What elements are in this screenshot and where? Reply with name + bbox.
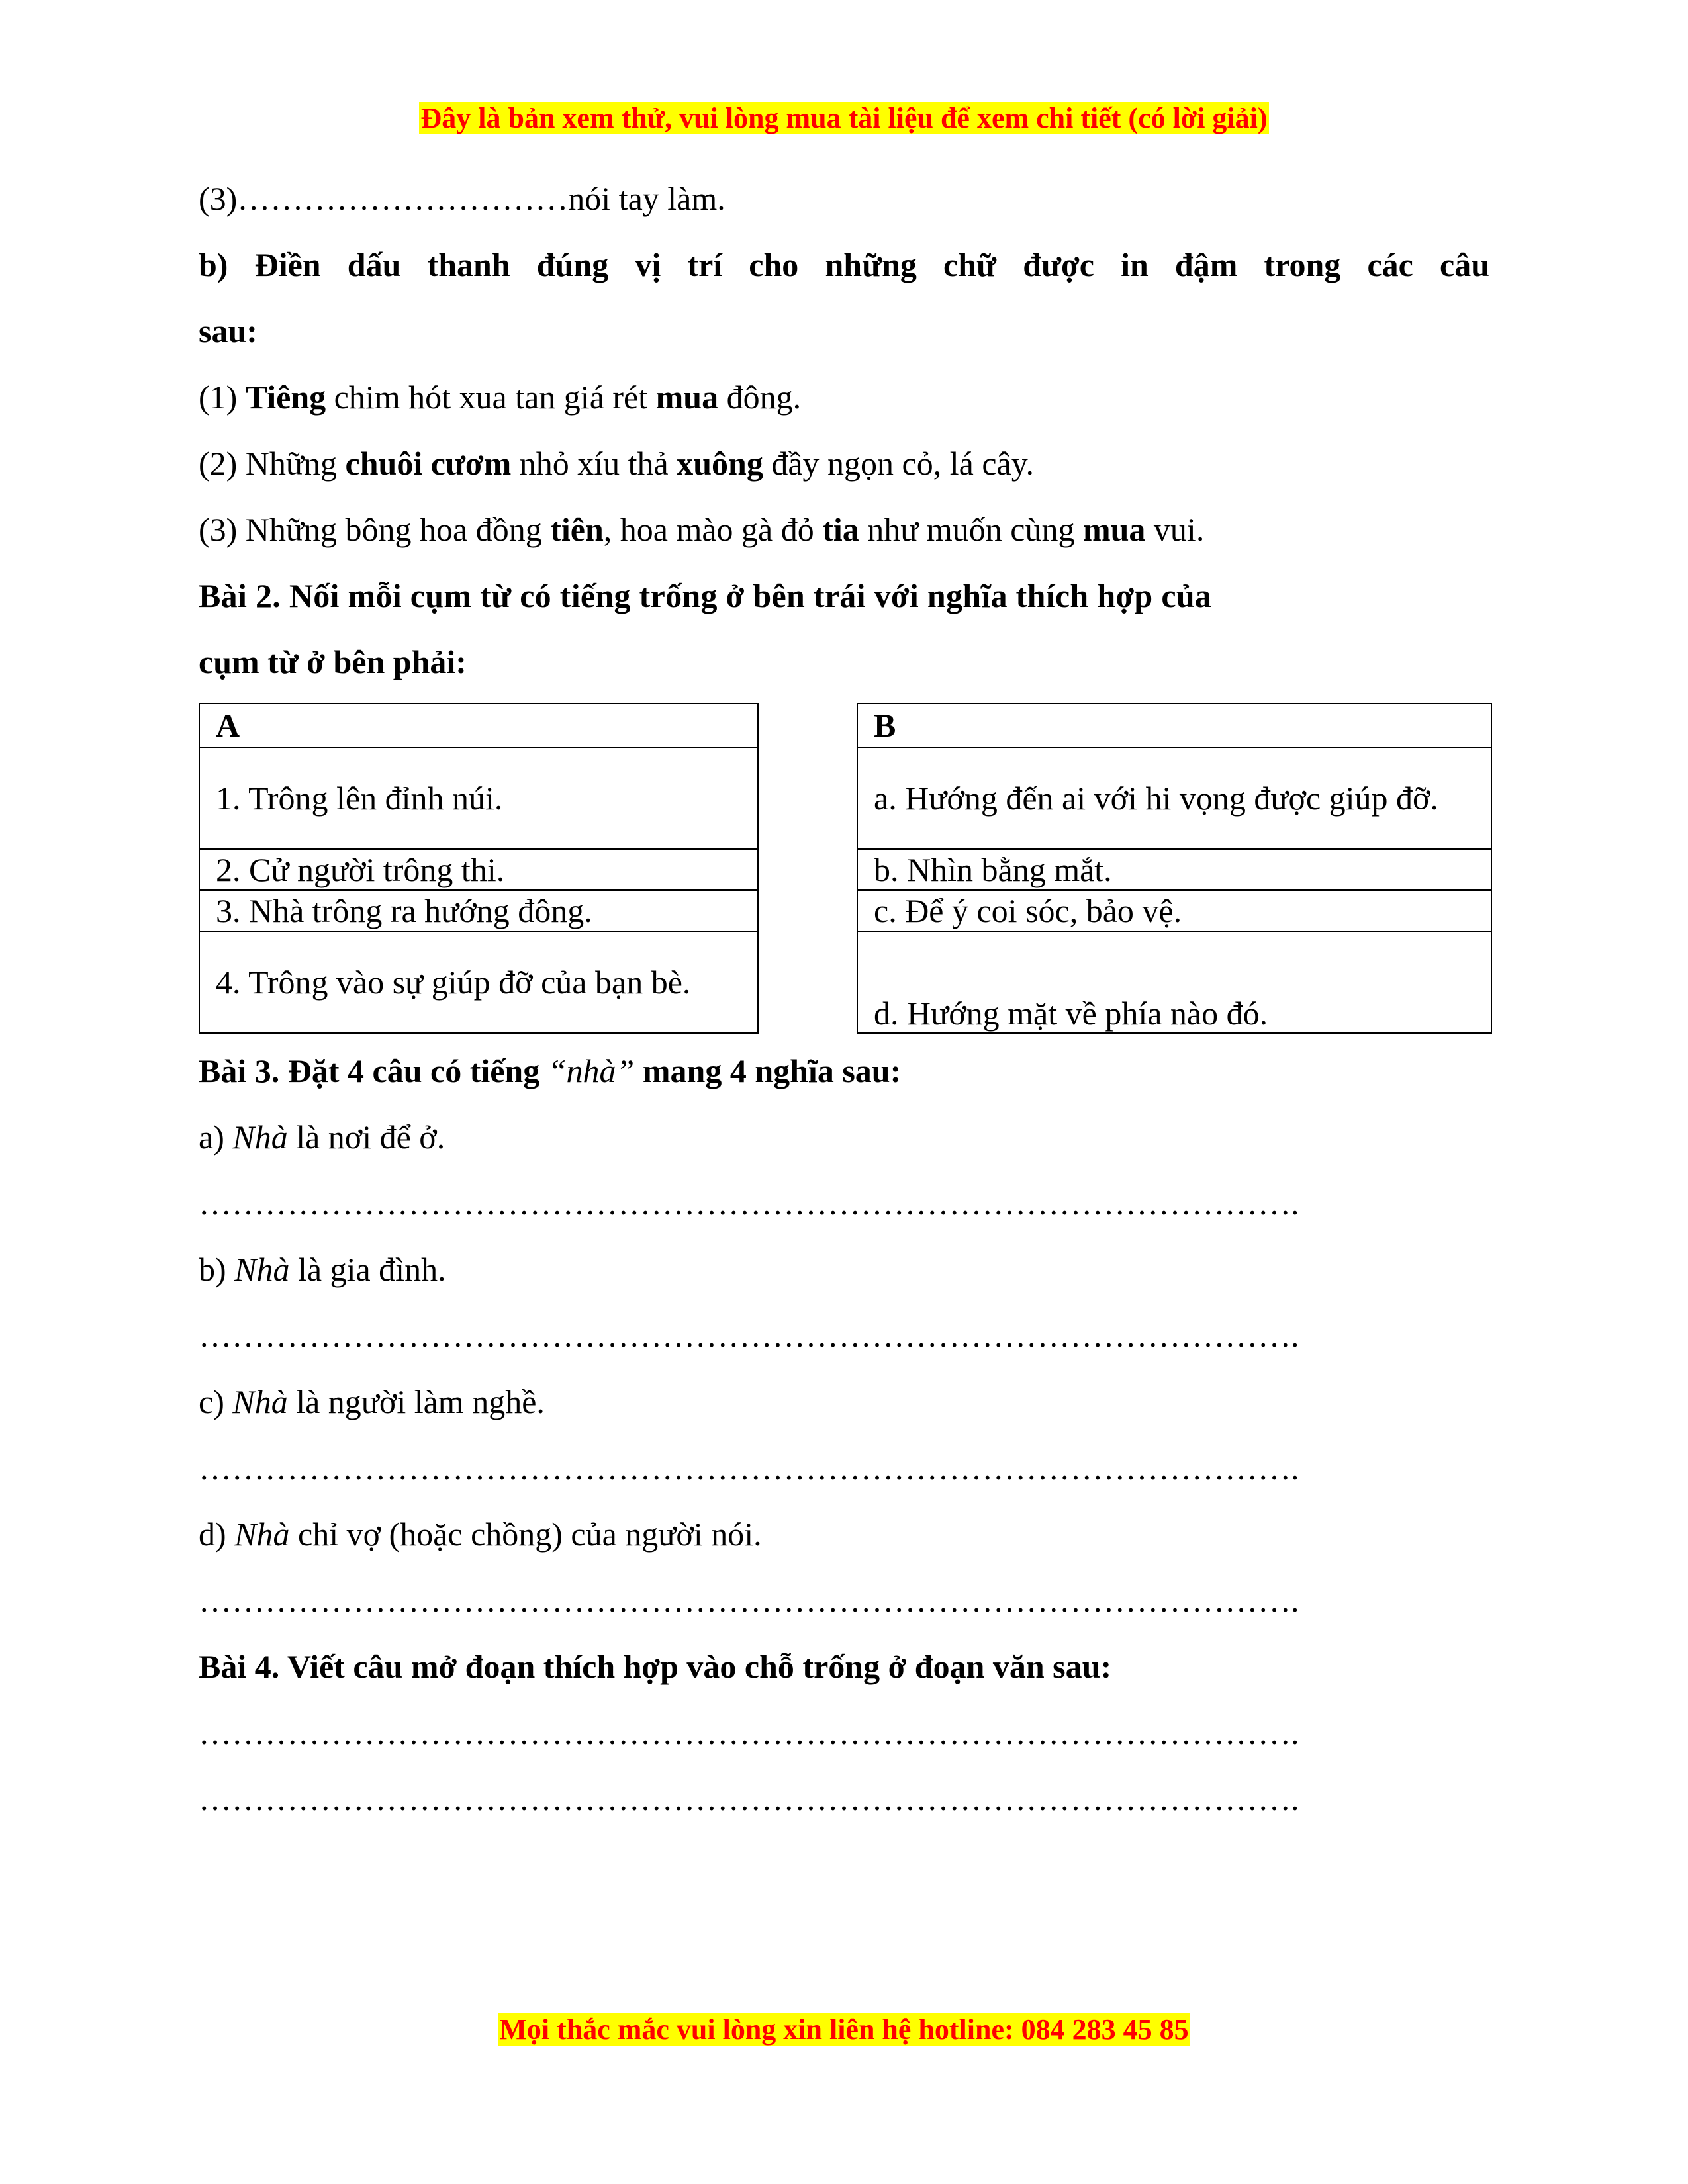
bai4-title: Bài 4. Viết câu mở đoạn thích hợp vào chỗ trống ở đoạn văn sau: <box>199 1648 1112 1685</box>
table-b-header: B <box>857 704 1491 747</box>
table-b-cell-a: a. Hướng đến ai với hi vọng được giúp đỡ. <box>857 747 1491 849</box>
answer-line[interactable]: ………………………………………………………………………………………. <box>199 1449 1299 1486</box>
text-run: mang 4 nghĩa sau: <box>634 1052 902 1089</box>
document-body-lower <box>199 1038 1489 1832</box>
text-run: (2) Những <box>199 445 346 482</box>
table-a-header: A <box>199 704 758 747</box>
italic-word: Nhà <box>232 1118 288 1156</box>
bold-word: tia <box>822 511 859 548</box>
part-b-sentence-2 <box>199 430 1489 496</box>
bold-word: tiên <box>550 511 604 548</box>
text-run: b) <box>199 1251 235 1288</box>
document-body <box>199 165 1489 695</box>
text-run: đông. <box>718 379 802 416</box>
bai3-item-c <box>199 1369 1489 1435</box>
part-b-instruction-line2: sau: <box>199 312 258 349</box>
exercise-a-line-3: (3)…………………………nói tay làm. <box>199 180 726 217</box>
answer-line[interactable]: ………………………………………………………………………………………. <box>199 1317 1299 1354</box>
table-a-cell-3: 3. Nhà trông ra hướng đông. <box>199 890 758 931</box>
preview-banner-text: Đây là bản xem thử, vui lòng mua tài liệu để xem chi tiết (có lời giải) <box>420 102 1268 134</box>
matching-table-b <box>857 703 1492 1034</box>
answer-line[interactable]: ………………………………………………………………………………………. <box>199 1714 1299 1751</box>
text-run: đầy ngọn cỏ, lá cây. <box>763 445 1034 482</box>
text-run: (1) <box>199 379 246 416</box>
hotline-banner-text: Mọi thắc mắc vui lòng xin liên hệ hotline: 084 283 45 85 <box>499 2013 1189 2046</box>
text-run: , hoa mào gà đỏ <box>603 511 823 548</box>
bold-word: Tiêng <box>245 379 326 416</box>
bai3-item-b <box>199 1236 1489 1302</box>
text-run: là người làm nghề. <box>287 1383 545 1420</box>
text-run: nhỏ xíu thả <box>511 445 677 482</box>
answer-line[interactable]: ………………………………………………………………………………………. <box>199 1185 1299 1222</box>
text-run: vui. <box>1145 511 1205 548</box>
text-run: d) <box>199 1516 235 1553</box>
text-run: a) <box>199 1118 233 1156</box>
text-run: là nơi để ở. <box>287 1118 445 1156</box>
italic-word: “nhà” <box>547 1052 635 1089</box>
part-b-sentence-1 <box>199 364 1489 430</box>
bai3-item-a <box>199 1104 1489 1170</box>
text-run: Bài 3. Đặt 4 câu có tiếng <box>199 1052 548 1089</box>
bold-word: xuông <box>677 445 763 482</box>
italic-word: Nhà <box>234 1251 290 1288</box>
text-run: c) <box>199 1383 233 1420</box>
part-b-sentence-3 <box>199 496 1489 563</box>
bai3-item-d <box>199 1501 1489 1567</box>
bai2-title-line1: Bài 2. Nối mỗi cụm từ có tiếng trống ở bên trái với nghĩa thích hợp của <box>199 577 1212 614</box>
italic-word: Nhà <box>232 1383 288 1420</box>
text-run: chỉ vợ (hoặc chồng) của người nói. <box>289 1516 762 1553</box>
italic-word: Nhà <box>234 1516 290 1553</box>
matching-table-a <box>199 703 759 1034</box>
preview-banner <box>0 101 1688 136</box>
text-run: (3) Những bông hoa đồng <box>199 511 551 548</box>
bold-word: mua <box>655 379 719 416</box>
bai3-title <box>199 1038 1489 1104</box>
bold-word: mua <box>1082 511 1146 548</box>
table-b-cell-d: d. Hướng mặt về phía nào đó. <box>857 931 1491 1033</box>
bold-word: chuôi cươm <box>345 445 512 482</box>
text-run: chim hót xua tan giá rét <box>326 379 656 416</box>
table-a-cell-1: 1. Trông lên đỉnh núi. <box>199 747 758 849</box>
text-run: là gia đình. <box>289 1251 446 1288</box>
part-b-instruction <box>199 232 1489 298</box>
part-b-instruction-line1: b) Điền dấu thanh đúng vị trí cho những chữ được in đậm trong các câu <box>199 246 1489 283</box>
table-a-cell-4: 4. Trông vào sự giúp đỡ của bạn bè. <box>199 931 758 1033</box>
table-a-cell-2: 2. Cử người trông thi. <box>199 849 758 890</box>
hotline-banner <box>0 2012 1688 2048</box>
bai2-title-line2: cụm từ ở bên phải: <box>199 643 467 680</box>
answer-line[interactable]: ………………………………………………………………………………………. <box>199 1582 1299 1619</box>
answer-line[interactable]: ………………………………………………………………………………………. <box>199 1780 1299 1817</box>
text-run: như muốn cùng <box>859 511 1083 548</box>
table-b-cell-b: b. Nhìn bằng mắt. <box>857 849 1491 890</box>
table-b-cell-c: c. Để ý coi sóc, bảo vệ. <box>857 890 1491 931</box>
